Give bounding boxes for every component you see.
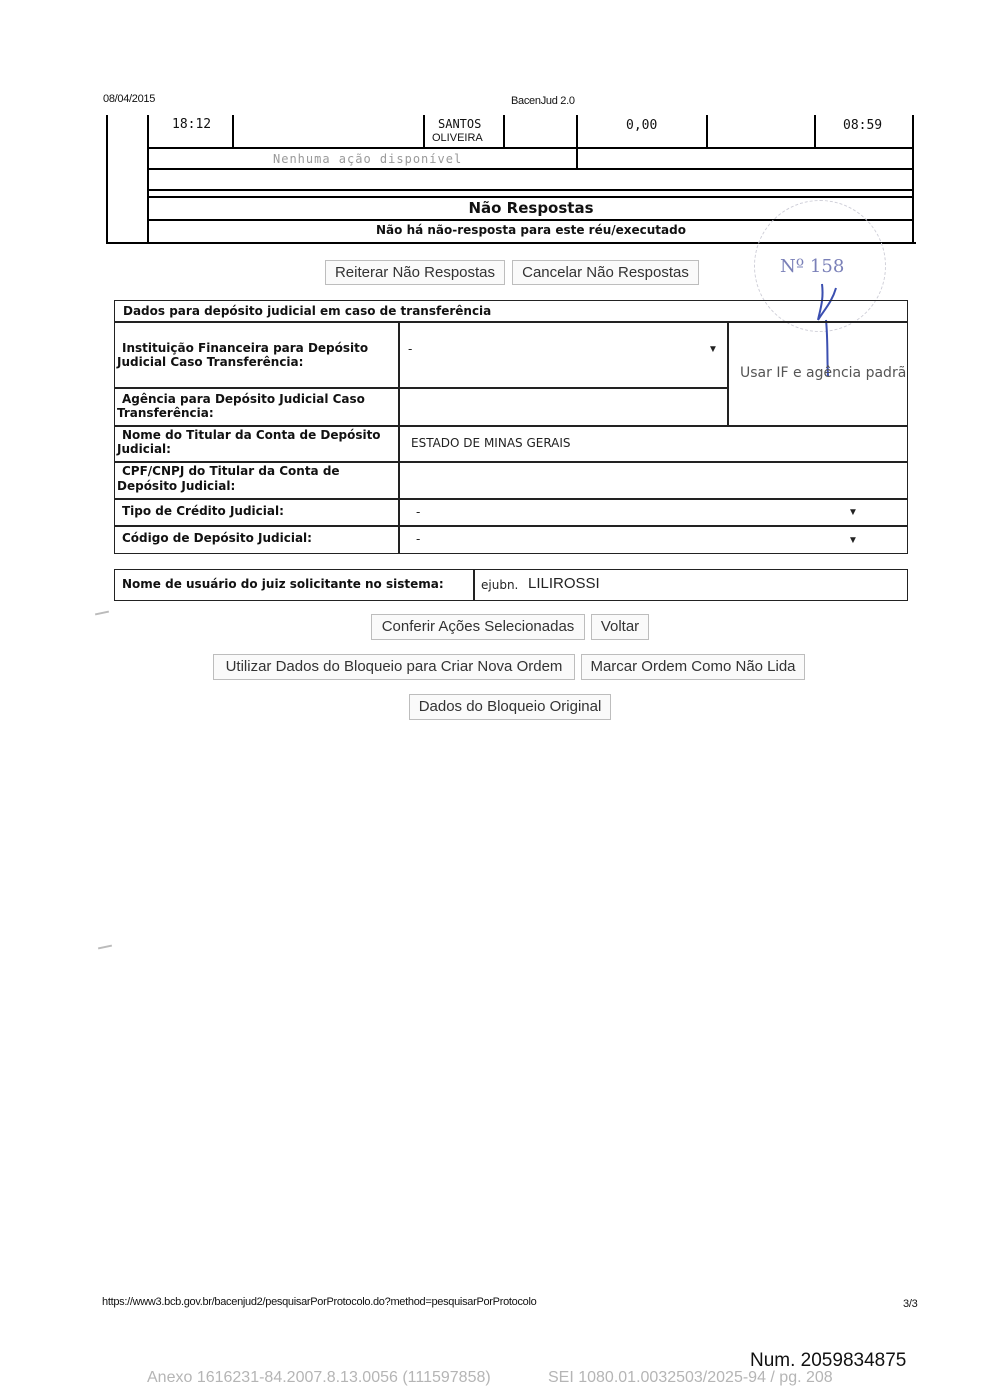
institution-select[interactable]: - — [408, 342, 413, 356]
document-number: Num. 2059834875 — [750, 1350, 907, 1371]
deposit-code-select[interactable]: - — [416, 532, 421, 546]
system-title: BacenJud 2.0 — [511, 95, 575, 107]
back-button[interactable]: Voltar — [591, 614, 649, 640]
result-name-2: OLIVEIRA — [432, 132, 483, 144]
footer-url: https://www3.bcb.gov.br/bacenjud2/pesquisarPorProtocolo.do?method=pesquisarPorProtocolo — [102, 1296, 537, 1308]
judge-box — [114, 569, 908, 601]
reiterate-button[interactable]: Reiterar Não Respostas — [325, 260, 505, 285]
judge-prefix: ejubn. — [481, 578, 519, 592]
agency-input[interactable] — [401, 389, 725, 423]
holder-label-2: Judicial: — [117, 442, 171, 456]
credit-type-select[interactable]: - — [416, 505, 421, 519]
no-action-text: Nenhuma ação disponível — [273, 152, 463, 166]
non-responses-message: Não há não-resposta para este réu/executado — [376, 223, 686, 237]
result-amount: 0,00 — [626, 118, 658, 133]
institution-dropdown-icon[interactable]: ▼ — [708, 344, 718, 355]
deposit-form — [114, 300, 908, 554]
credit-type-label: Tipo de Crédito Judicial: — [122, 504, 284, 518]
deposit-code-dropdown-icon[interactable]: ▼ — [848, 535, 858, 546]
agency-label-1: Agência para Depósito Judicial Caso — [122, 392, 365, 406]
agency-label-2: Transferência: — [117, 406, 214, 420]
deposit-heading: Dados para depósito judicial em caso de transferência — [123, 304, 492, 318]
print-date: 08/04/2015 — [103, 93, 156, 105]
use-default-if-button[interactable]: Usar IF e agência padrã — [740, 365, 906, 381]
judge-username: LILIROSSI — [528, 575, 600, 592]
deposit-code-label: Código de Depósito Judicial: — [122, 531, 312, 545]
scan-speck — [95, 611, 109, 616]
holder-label-1: Nome do Titular da Conta de Depósito — [122, 428, 381, 442]
judge-label: Nome de usuário do juiz solicitante no sistema: — [122, 577, 444, 591]
stamp-number: Nº 158 — [780, 256, 845, 277]
cpf-label-1: CPF/CNPJ do Titular da Conta de — [122, 464, 340, 478]
annex-reference: Anexo 1616231-84.2007.8.13.0056 (111597858) — [147, 1369, 491, 1386]
cancel-non-responses-button[interactable]: Cancelar Não Respostas — [512, 260, 699, 285]
original-block-button[interactable]: Dados do Bloqueio Original — [409, 694, 611, 720]
sei-reference: SEI 1080.01.0032503/2025-94 / pg. 208 — [548, 1369, 833, 1386]
new-order-button[interactable]: Utilizar Dados do Bloqueio para Criar Nova Ordem — [213, 654, 575, 680]
result-time: 18:12 — [172, 117, 212, 132]
footer-page: 3/3 — [903, 1298, 918, 1310]
cpf-input[interactable] — [401, 463, 905, 497]
non-responses-title: Não Respostas — [468, 199, 594, 217]
cpf-label-2: Depósito Judicial: — [117, 479, 236, 493]
credit-type-dropdown-icon[interactable]: ▼ — [848, 507, 858, 518]
holder-value: ESTADO DE MINAS GERAIS — [411, 436, 571, 450]
result-time-2: 08:59 — [843, 118, 883, 133]
institution-label-1: Instituição Financeira para Depósito — [122, 341, 369, 355]
check-actions-button[interactable]: Conferir Ações Selecionadas — [371, 614, 585, 640]
mark-unread-button[interactable]: Marcar Ordem Como Não Lida — [581, 654, 805, 680]
scan-speck — [98, 945, 112, 950]
result-name-1: SANTOS — [438, 117, 482, 131]
institution-label-2: Judicial Caso Transferência: — [117, 355, 304, 369]
